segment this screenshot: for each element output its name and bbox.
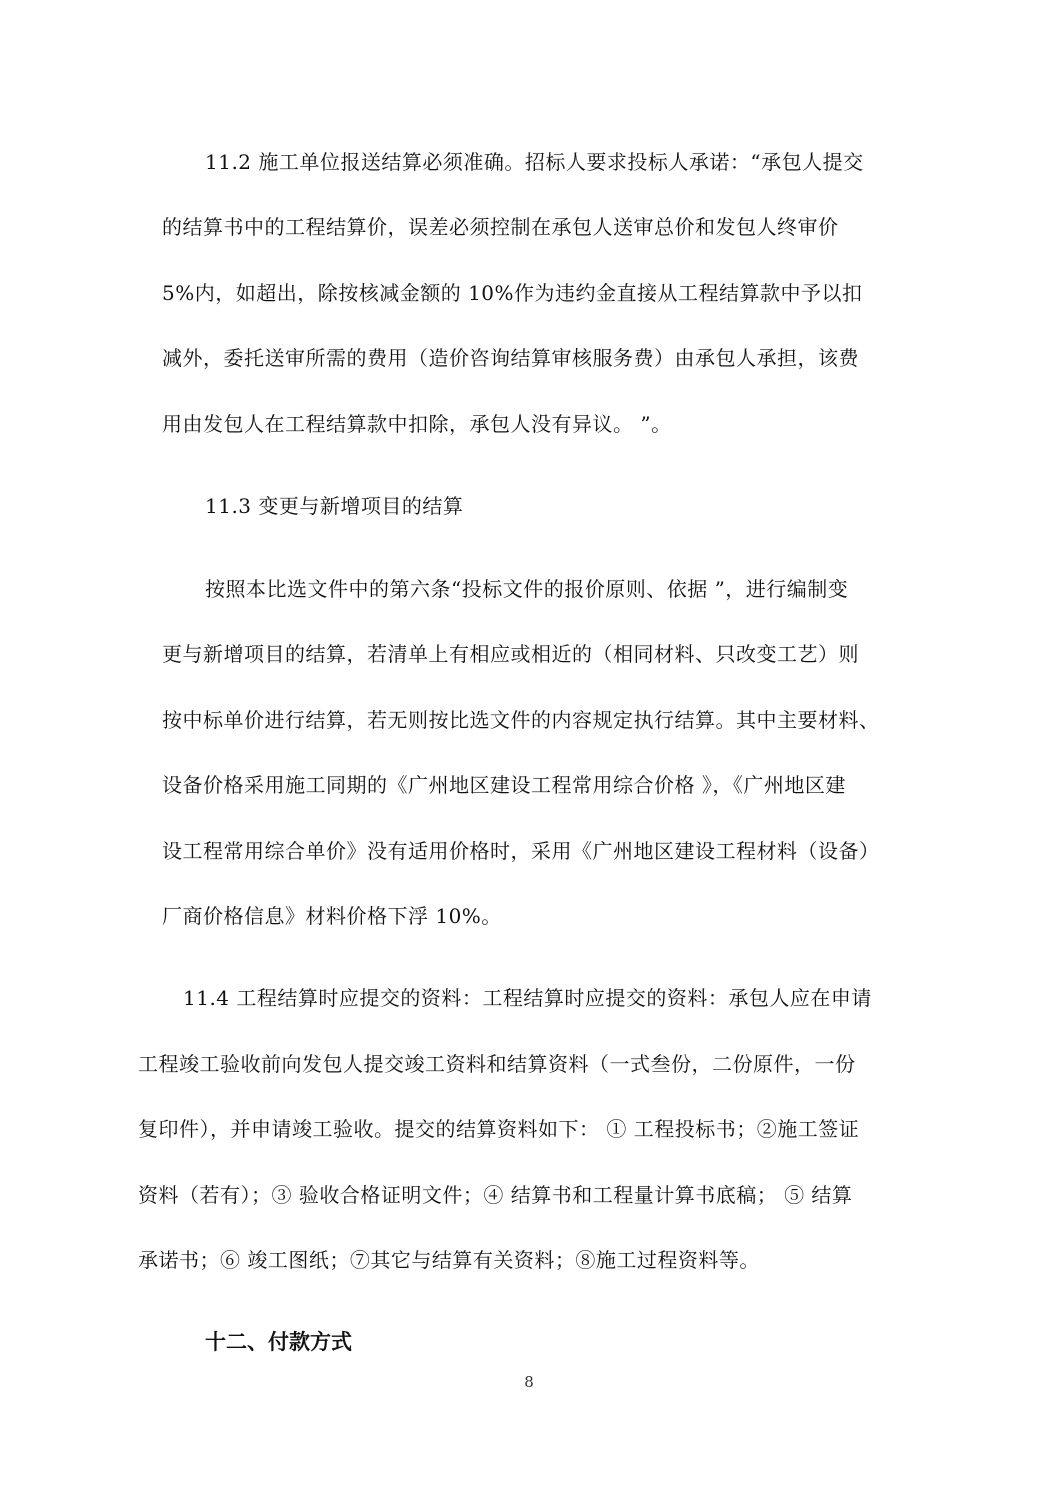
para-11-2-line-2: 的结算书中的工程结算价，误差必须控制在承包人送审总价和发包人终审价 — [162, 215, 839, 239]
para-11-3-line-2: 更与新增项目的结算，若清单上有相应或相近的（相同材料、只改变工艺）则 — [162, 642, 859, 666]
para-11-2-line-1: 11.2 施工单位报送结算必须准确。招标人要求投标人承诺：“承包人提交 — [205, 150, 864, 174]
para-11-2-line-3: 5%内，如超出，除按核减金额的 10%作为违约金直接从工程结算款中予以扣 — [162, 281, 863, 305]
page-number: 8 — [524, 1373, 534, 1391]
para-11-3-line-1: 按照本比选文件中的第六条“投标文件的报价原则、依据 ”，进行编制变 — [205, 577, 849, 601]
para-11-3-line-4: 设备价格采用施工同期的《广州地区建设工程常用综合价格 》，《广州地区建 — [162, 773, 846, 797]
para-11-4-line-2: 工程竣工验收前向发包人提交竣工资料和结算资料（一式叁份，二份原件，一份 — [138, 1052, 856, 1076]
para-11-4-line-1: 11.4 工程结算时应提交的资料：工程结算时应提交的资料：承包人应在申请 — [183, 986, 872, 1010]
para-11-3-line-3: 按中标单价进行结算，若无则按比选文件的内容规定执行结算。其中主要材料、 — [162, 708, 880, 732]
para-11-3-line-5: 设工程常用综合单价》没有适用价格时，采用《广州地区建设工程材料（设备） — [162, 839, 880, 863]
para-11-4-line-5: 承诺书；⑥ 竣工图纸；⑦其它与结算有关资料；⑧施工过程资料等。 — [138, 1248, 760, 1272]
section-heading: 十二、付款方式 — [205, 1330, 352, 1354]
para-11-2-line-5: 用由发包人在工程结算款中扣除，承包人没有异议。 ”。 — [162, 412, 672, 436]
para-11-4-line-3: 复印件），并申请竣工验收。提交的结算资料如下： ① 工程投标书；②施工签证 — [138, 1117, 860, 1141]
para-11-2-line-4: 减外，委托送审所需的费用（造价咨询结算审核服务费）由承包人承担，该费 — [162, 346, 859, 370]
para-11-3-line-6: 厂商价格信息》材料价格下浮 10%。 — [162, 904, 502, 928]
para-11-4-line-4: 资料（若有）；③ 验收合格证明文件；④ 结算书和工程量计算书底稿； ⑤ 结算 — [138, 1183, 853, 1207]
para-11-3-title: 11.3 变更与新增项目的结算 — [205, 494, 464, 518]
